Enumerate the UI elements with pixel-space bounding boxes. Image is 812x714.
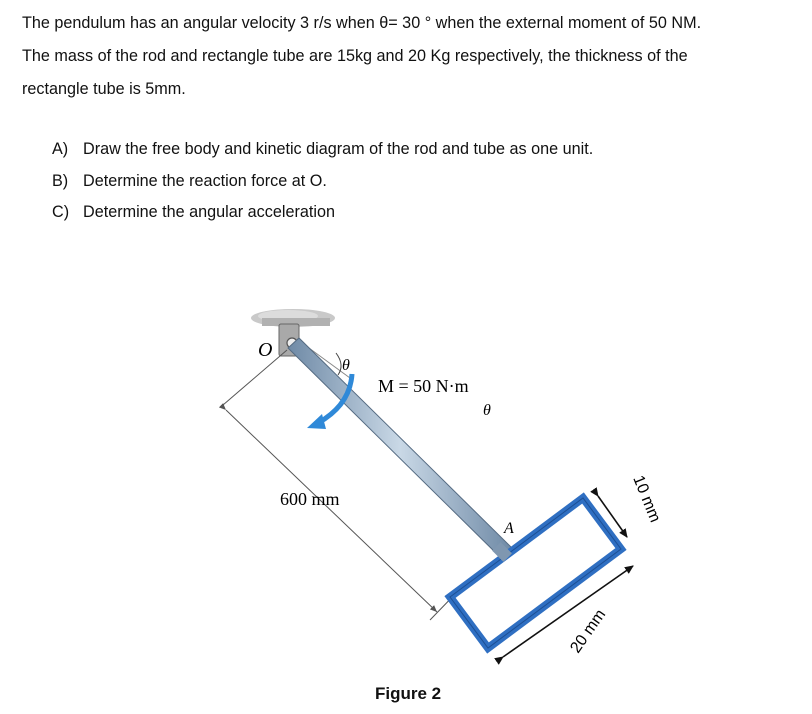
theta-label-right: θ: [483, 402, 491, 419]
figure-caption: Figure 2: [375, 684, 442, 703]
width-label: 10 mm: [629, 473, 664, 525]
question-b-text: Determine the reaction force at O.: [83, 171, 327, 190]
length-label: 600 mm: [280, 489, 340, 509]
theta-label-top: θ: [342, 357, 350, 374]
problem-line-3: rectangle tube is 5mm.: [22, 80, 186, 98]
problem-line-2: The mass of the rod and rectangle tube are 15kg and 20 Kg respectively, the thickness of the: [22, 47, 688, 65]
point-a-label: A: [504, 520, 514, 537]
question-a-tag: A): [52, 140, 69, 158]
rod: [288, 338, 512, 558]
question-a-text: Draw the free body and kinetic diagram of the rod and tube as one unit.: [83, 140, 594, 158]
moment-label: M = 50 N·m: [378, 376, 469, 396]
pivot-label: O: [258, 339, 273, 361]
question-c-tag: C): [52, 203, 70, 221]
length2-label: 20 mm: [567, 606, 610, 657]
question-c-text: Determine the angular acceleration: [83, 203, 335, 221]
theta-arc-top: [336, 353, 341, 375]
question-b-tag: B): [52, 171, 69, 190]
problem-line-1: The pendulum has an angular velocity 3 r/s when θ= 30 ° when the external moment of 50 NM.: [22, 14, 702, 32]
